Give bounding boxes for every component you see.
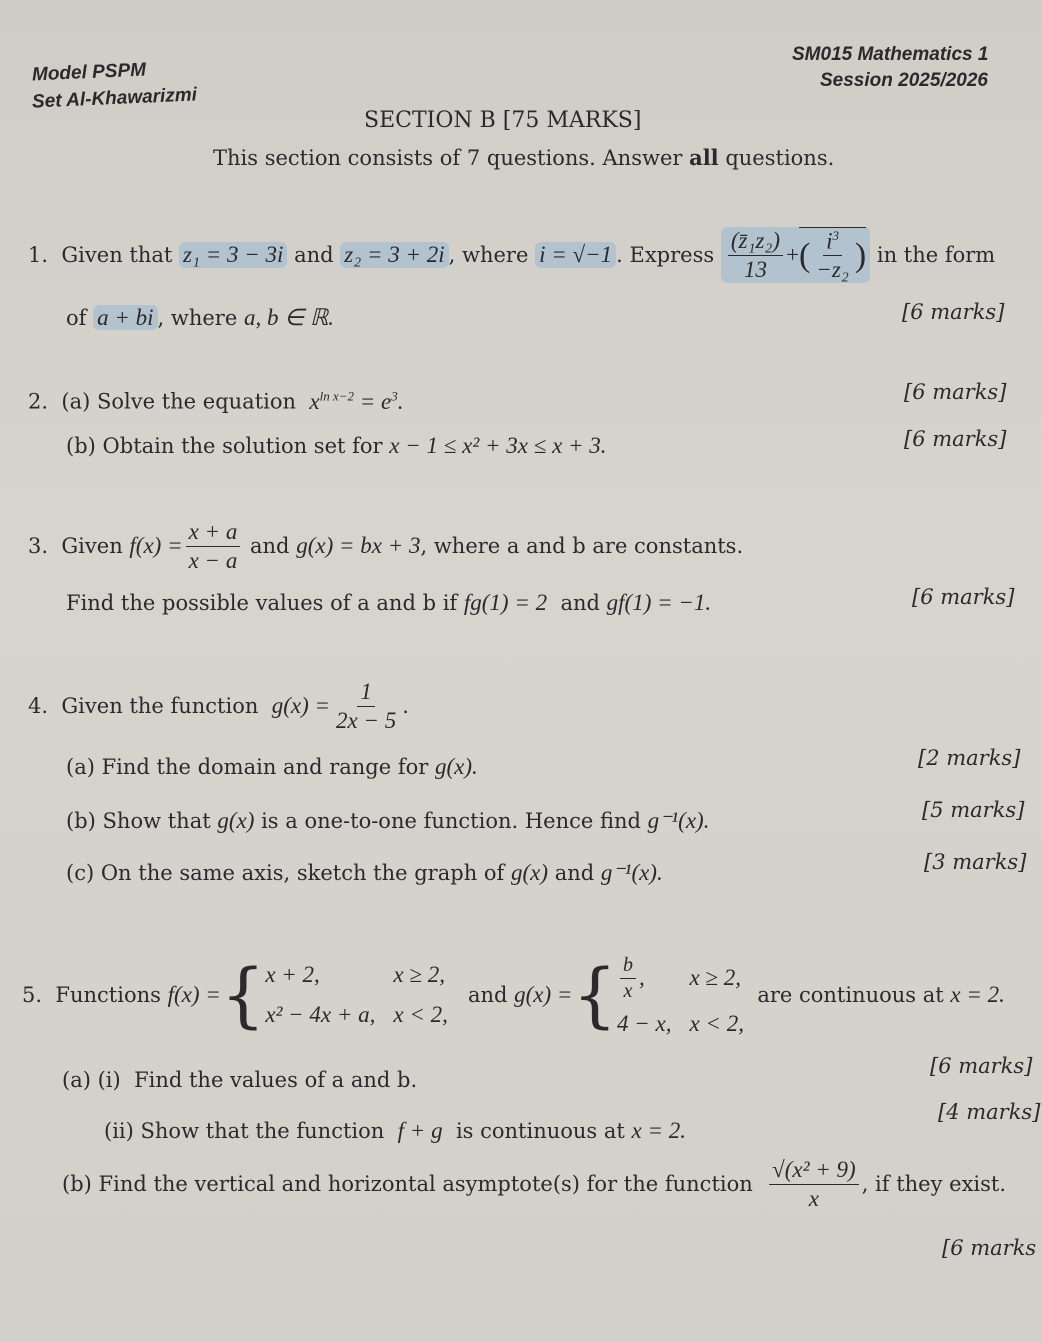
section-title: SECTION B [75 MARKS] bbox=[364, 108, 642, 133]
question-3-line2: Find the possible values of a and b if fg(1) = 2 and gf(1) = −1. bbox=[66, 590, 712, 615]
question-5-stem: 5. Functions f(x) = { x + 2, x ≥ 2, x² − 4x + a, x < 2, and g(x) = { $\frac{b}{x}$ , x ≥ 2, 4 − x, x < 2, are continuous at x = 2. bbox=[22, 953, 1005, 1036]
question-4a: (a) Find the domain and range for g(x). bbox=[66, 754, 478, 779]
question-5aii: (ii) Show that the function f + g is continuous at x = 2. bbox=[104, 1118, 686, 1143]
q4b-marks: [5 marks] bbox=[922, 798, 1025, 822]
q1-marks: [6 marks] bbox=[902, 300, 1005, 324]
question-4c: (c) On the same axis, sketch the graph of g(x) and g⁻¹(x). bbox=[66, 860, 663, 885]
q5aii-marks: [4 marks] bbox=[938, 1100, 1041, 1124]
q3-marks: [6 marks] bbox=[912, 585, 1015, 609]
g-piecewise: $\frac{b}{x}$ , x ≥ 2, 4 − x, x < 2, bbox=[616, 953, 744, 1036]
question-1-line1: 1. Given that z₁ = 3 − 3i and z₂ = 3 + 2i , where i = √−1 . Express $\frac{\text{(z̄₁z₂)}}{13}$ + ( $\frac{i^3}{\text{−z₂}}$ ) in the form bbox=[28, 227, 996, 283]
question-3-line1: 3. Given f(x) = $\frac{x + a}{x - a}$ and g(x) = bx + 3 , where a and b are constants. bbox=[28, 518, 744, 573]
header-set: Set Al-Khawarizmi bbox=[31, 84, 198, 113]
q4a-marks: [2 marks] bbox=[918, 746, 1021, 770]
question-2b: (b) Obtain the solution set for x − 1 ≤ x² + 3x ≤ x + 3. bbox=[66, 433, 607, 458]
q1-expression: $\frac{\text{(z̄₁z₂)}}{13}$ + ( $\frac{i^3}{\text{−z₂}}$ ) bbox=[721, 227, 870, 284]
section-instruction: This section consists of 7 questions. Answer all questions. bbox=[213, 145, 835, 170]
header-model: Model PSPM bbox=[31, 59, 147, 86]
question-4-stem: 4. Given the function g(x) = $\frac{1}{2x - 5}$ . bbox=[28, 678, 409, 733]
header-session: Session 2025/2026 bbox=[820, 70, 988, 91]
q5b-marks: [6 marks bbox=[942, 1236, 1037, 1260]
question-5ai: (a) (i) Find the values of a and b. bbox=[62, 1068, 418, 1092]
question-4b: (b) Show that g(x) is a one-to-one function. Hence find g⁻¹(x). bbox=[66, 808, 710, 833]
question-1-line2: of a + bi , where a, b ∈ ℝ. bbox=[66, 305, 334, 330]
q2a-marks: [6 marks] bbox=[904, 380, 1007, 404]
f-piecewise: x + 2, x ≥ 2, x² − 4x + a, x < 2, bbox=[265, 962, 448, 1027]
question-2a: 2. (a) Solve the equation $x^{ln x-2} = e^3$. bbox=[28, 388, 404, 414]
question-5b: (b) Find the vertical and horizontal asymptote(s) for the function $\frac{\text{√(x² + 9)}}{x}$ , if they exist. bbox=[62, 1156, 1007, 1211]
q4c-marks: [3 marks] bbox=[924, 850, 1027, 874]
q2b-marks: [6 marks] bbox=[904, 427, 1007, 451]
header-course: SM015 Mathematics 1 bbox=[792, 44, 989, 65]
q5ai-marks: [6 marks] bbox=[930, 1054, 1033, 1078]
